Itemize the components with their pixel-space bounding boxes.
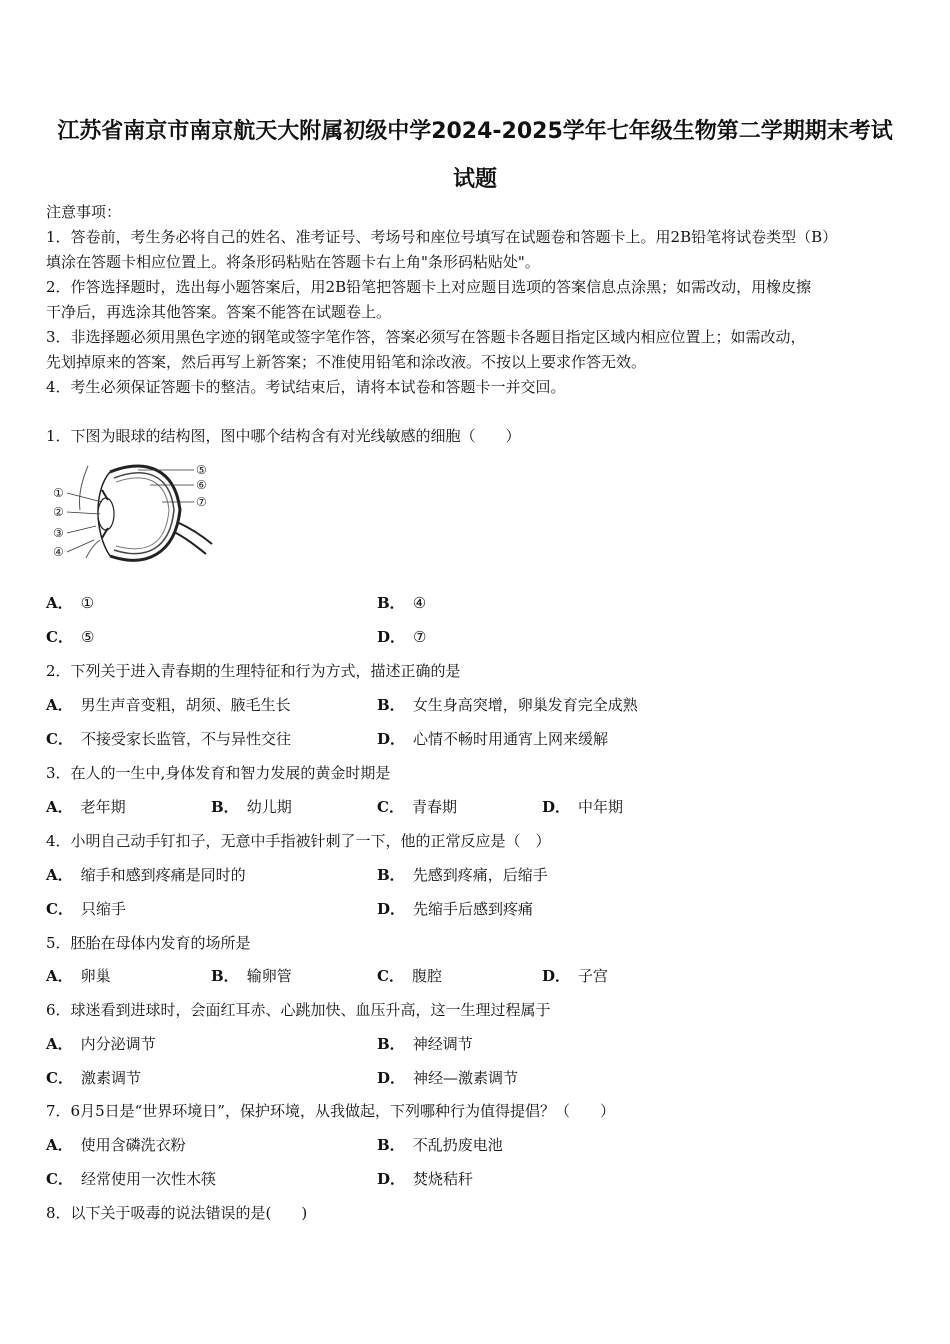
option[interactable] <box>46 695 291 715</box>
option-key: C． <box>46 1170 73 1188</box>
option[interactable] <box>377 1068 518 1088</box>
option-text: 神经—激素调节 <box>413 1069 519 1087</box>
option-key: B． <box>211 967 239 985</box>
option[interactable] <box>46 1034 156 1054</box>
option-text: ① <box>80 594 95 612</box>
option-text: 幼儿期 <box>246 798 292 816</box>
question-3-stem: 3．在人的一生中,身体发育和智力发展的黄金时期是 <box>46 764 391 782</box>
option[interactable] <box>377 729 608 749</box>
option-text: 不乱扔废电池 <box>412 1136 503 1154</box>
option-key: A． <box>46 1136 73 1154</box>
option[interactable] <box>46 797 126 817</box>
option-key: D． <box>377 1069 406 1087</box>
question-6-stem: 6．球迷看到进球时，会面红耳赤、心跳加快、血压升高，这一生理过程属于 <box>46 1001 551 1019</box>
option-key: B． <box>377 1136 405 1154</box>
option[interactable] <box>377 797 457 817</box>
option-key: A． <box>46 1035 73 1053</box>
option-text: 不接受家长监管，不与异性交往 <box>80 730 291 748</box>
eye-label-7: ⑦ <box>196 495 207 509</box>
option-key: B． <box>377 866 405 884</box>
option-text: ⑦ <box>413 628 427 646</box>
option-text: 先缩手后感到疼痛 <box>413 900 534 918</box>
option[interactable] <box>377 865 548 885</box>
notice-line: 2．作答选择题时，选出每小题答案后，用2B铅笔把答题卡上对应题目选项的答案信息点涂黑；如需改动，用橡皮擦 <box>46 278 812 296</box>
eye-label-5: ⑤ <box>196 463 207 477</box>
option[interactable] <box>46 899 126 919</box>
option-key: B． <box>211 798 239 816</box>
option[interactable] <box>377 593 426 613</box>
option[interactable] <box>542 966 608 986</box>
option-key: A． <box>46 866 73 884</box>
option-text: ④ <box>412 594 427 612</box>
option-key: A． <box>46 967 73 985</box>
option-text: 老年期 <box>80 798 126 816</box>
option-key: C． <box>46 1069 73 1087</box>
option[interactable] <box>211 966 292 986</box>
question-7-stem: 7．6月5日是“世界环境日”，保护环境，从我做起，下列哪种行为值得提倡？（ ） <box>46 1102 615 1120</box>
option-text: 心情不畅时用通宵上网来缓解 <box>413 730 609 748</box>
option-key: B． <box>377 594 405 612</box>
option-text: 先感到疼痛，后缩手 <box>412 866 548 884</box>
notice-line: 3．非选择题必须用黑色字迹的钢笔或签字笔作答，答案必须写在答题卡各题目指定区域内相应位置上；如需改动， <box>46 328 806 346</box>
eye-label-3: ③ <box>53 526 64 540</box>
option[interactable] <box>377 1169 473 1189</box>
option-key: C． <box>46 730 73 748</box>
option-key: C． <box>377 798 404 816</box>
option-key: D． <box>542 967 571 985</box>
eye-label-2: ② <box>53 505 64 519</box>
option-text: 男生声音变粗，胡须、腋毛生长 <box>80 696 291 714</box>
option[interactable] <box>542 797 623 817</box>
option[interactable] <box>377 1135 503 1155</box>
notice-heading: 注意事项： <box>46 203 122 221</box>
exam-title-line-1: 江苏省南京市南京航天大附属初级中学2024-2025学年七年级生物第二学期期末考试 <box>57 119 893 144</box>
option-key: D． <box>377 628 406 646</box>
eye-label-1: ① <box>53 486 64 500</box>
eyeball-diagram <box>50 460 220 572</box>
question-8-stem: 8．以下关于吸毒的说法错误的是( ) <box>46 1204 308 1222</box>
option[interactable] <box>46 865 246 885</box>
notice-line: 填涂在答题卡相应位置上。将条形码粘贴在答题卡右上角"条形码粘贴处"。 <box>46 253 540 271</box>
notice-line: 4．考生必须保证答题卡的整洁。考试结束后，请将本试卷和答题卡一并交回。 <box>46 378 566 396</box>
option-text: 经常使用一次性木筷 <box>80 1170 216 1188</box>
option-text: 焚烧秸秆 <box>413 1170 474 1188</box>
option[interactable] <box>46 966 111 986</box>
option[interactable] <box>377 899 533 919</box>
option[interactable] <box>377 695 638 715</box>
option-text: 内分泌调节 <box>80 1035 156 1053</box>
exam-title-line-2: 试题 <box>452 167 497 192</box>
option[interactable] <box>377 966 442 986</box>
question-2-stem: 2．下列关于进入青春期的生理特征和行为方式，描述正确的是 <box>46 662 461 680</box>
option[interactable] <box>46 627 94 647</box>
option-text: ⑤ <box>80 628 95 646</box>
option-text: 使用含磷洗衣粉 <box>80 1136 186 1154</box>
option-key: D． <box>377 1170 406 1188</box>
option[interactable] <box>46 1068 141 1088</box>
option-key: A． <box>46 594 73 612</box>
option-key: A． <box>46 798 73 816</box>
option-text: 女生身高突增，卵巢发育完全成熟 <box>412 696 638 714</box>
option[interactable] <box>46 1135 186 1155</box>
option-text: 只缩手 <box>80 900 126 918</box>
option[interactable] <box>211 797 292 817</box>
option-key: D． <box>542 798 571 816</box>
option-text: 子宫 <box>578 967 609 985</box>
option-text: 腹腔 <box>411 967 442 985</box>
option-text: 激素调节 <box>80 1069 141 1087</box>
question-5-stem: 5．胚胎在母体内发育的场所是 <box>46 934 251 952</box>
option[interactable] <box>46 1169 216 1189</box>
eye-label-4: ④ <box>53 545 64 559</box>
eye-label-6: ⑥ <box>196 478 207 492</box>
option-key: C． <box>46 900 73 918</box>
option-key: D． <box>377 730 406 748</box>
option-text: 青春期 <box>411 798 457 816</box>
option-text: 输卵管 <box>246 967 292 985</box>
option-text: 卵巢 <box>80 967 111 985</box>
option-text: 中年期 <box>578 798 624 816</box>
question-1-stem: 1．下图为眼球的结构图，图中哪个结构含有对光线敏感的细胞（ ） <box>46 427 521 445</box>
notice-line: 干净后，再选涂其他答案。答案不能答在试题卷上。 <box>46 303 392 321</box>
notice-line: 先划掉原来的答案，然后再写上新答案；不准使用铅笔和涂改液。不按以上要求作答无效。 <box>46 353 647 371</box>
option-key: A． <box>46 696 73 714</box>
option-text: 神经调节 <box>412 1035 473 1053</box>
option[interactable] <box>377 627 426 647</box>
notice-line: 1．答卷前，考生务必将自己的姓名、准考证号、考场号和座位号填写在试题卷和答题卡上。用2B铅笔将试卷类型（B） <box>46 228 838 246</box>
option[interactable] <box>46 593 94 613</box>
option[interactable] <box>46 729 291 749</box>
option-key: D． <box>377 900 406 918</box>
option-key: C． <box>377 967 404 985</box>
option-key: B． <box>377 696 405 714</box>
option-key: C． <box>46 628 73 646</box>
option[interactable] <box>377 1034 473 1054</box>
question-4-stem: 4．小明自己动手钉扣子，无意中手指被针刺了一下，他的正常反应是（ ） <box>46 832 551 850</box>
option-text: 缩手和感到疼痛是同时的 <box>80 866 246 884</box>
option-key: B． <box>377 1035 405 1053</box>
